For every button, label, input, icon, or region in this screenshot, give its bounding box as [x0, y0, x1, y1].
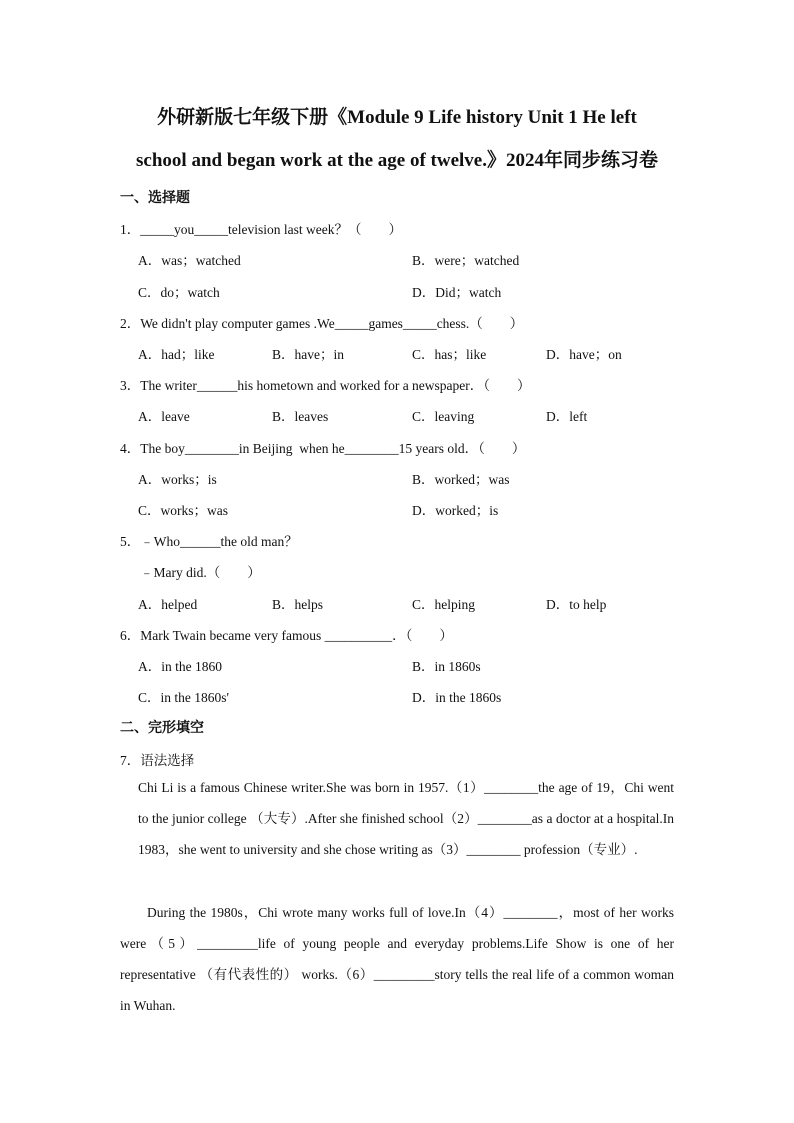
question-5-reply: ﹣Mary did.（ ）	[140, 565, 261, 580]
question-6-stem: 6．Mark Twain became very famous __________．（ ）	[120, 628, 453, 643]
cloze-paragraph-2: During the 1980s，Chi wrote many works full of love.In（4）________，most of her works were（5）_________life of young people and everyday problems.Life Show is one of her representative （有代表性的） works.（6）_________story tells the real life of a common woman in Wuhan.	[120, 905, 674, 1013]
cloze-paragraph-1: Chi Li is a famous Chinese writer.She was born in 1957.（1）________the age of 19，Chi went to the junior college （大专）.After she finished school（2）________as a doctor at a hospital.In 1983，she went to university and she chose writing as（3）________ profession（专业）.	[138, 780, 674, 857]
section-heading-choice: 一、选择题	[120, 191, 190, 206]
question-3-option-b: B．leaves	[272, 409, 329, 424]
question-2-option-c: C．has；like	[412, 347, 487, 362]
section-heading-cloze: 二、完形填空	[120, 721, 204, 736]
question-4-option-c: C．works；was	[138, 503, 228, 518]
question-6-option-a: A．in the 1860	[138, 659, 222, 674]
question-2-option-b: B．have；in	[272, 347, 344, 362]
question-4-option-d: D．worked；is	[412, 503, 499, 518]
question-4-stem: 4．The boy________in Beijing when he________15 years old．（ ）	[120, 441, 526, 456]
question-7-heading: 7．语法选择	[120, 753, 195, 768]
question-4-option-b: B．worked；was	[412, 472, 510, 487]
question-6-option-c: C．in the 1860s'	[138, 690, 229, 705]
question-5-option-a: A．helped	[138, 597, 198, 612]
question-3-stem: 3．The writer______his hometown and worked for a newspaper．（ ）	[120, 378, 531, 393]
question-4-option-a: A．works；is	[138, 472, 217, 487]
page-title-line1: 外研新版七年级下册《Module 9 Life history Unit 1 He left	[157, 107, 637, 128]
question-5-option-d: D．to help	[546, 597, 607, 612]
question-3-option-d: D．left	[546, 409, 588, 424]
question-5-option-b: B．helps	[272, 597, 324, 612]
question-2-option-d: D．have；on	[546, 347, 622, 362]
question-1-stem: 1．_____you_____television last week？（ ）	[120, 222, 402, 237]
question-6-option-b: B．in 1860s	[412, 659, 481, 674]
question-3-option-c: C．leaving	[412, 409, 475, 424]
question-3-option-a: A．leave	[138, 409, 190, 424]
page-title-line2: school and began work at the age of twelve.》2024年同步练习卷	[136, 150, 658, 171]
question-1-option-d: D．Did；watch	[412, 285, 502, 300]
question-2-option-a: A．had；like	[138, 347, 215, 362]
question-5-stem: 5．﹣Who______the old man？	[120, 534, 298, 549]
cloze-paragraph-2-wrapper	[120, 897, 674, 1021]
question-5-option-c: C．helping	[412, 597, 475, 612]
question-6-option-d: D．in the 1860s	[412, 690, 502, 705]
question-2-stem: 2．We didn't play computer games .We_____games_____chess.（ ）	[120, 316, 524, 331]
question-1-option-c: C．do；watch	[138, 285, 220, 300]
question-1-option-a: A．was；watched	[138, 253, 241, 268]
question-1-option-b: B．were；watched	[412, 253, 520, 268]
